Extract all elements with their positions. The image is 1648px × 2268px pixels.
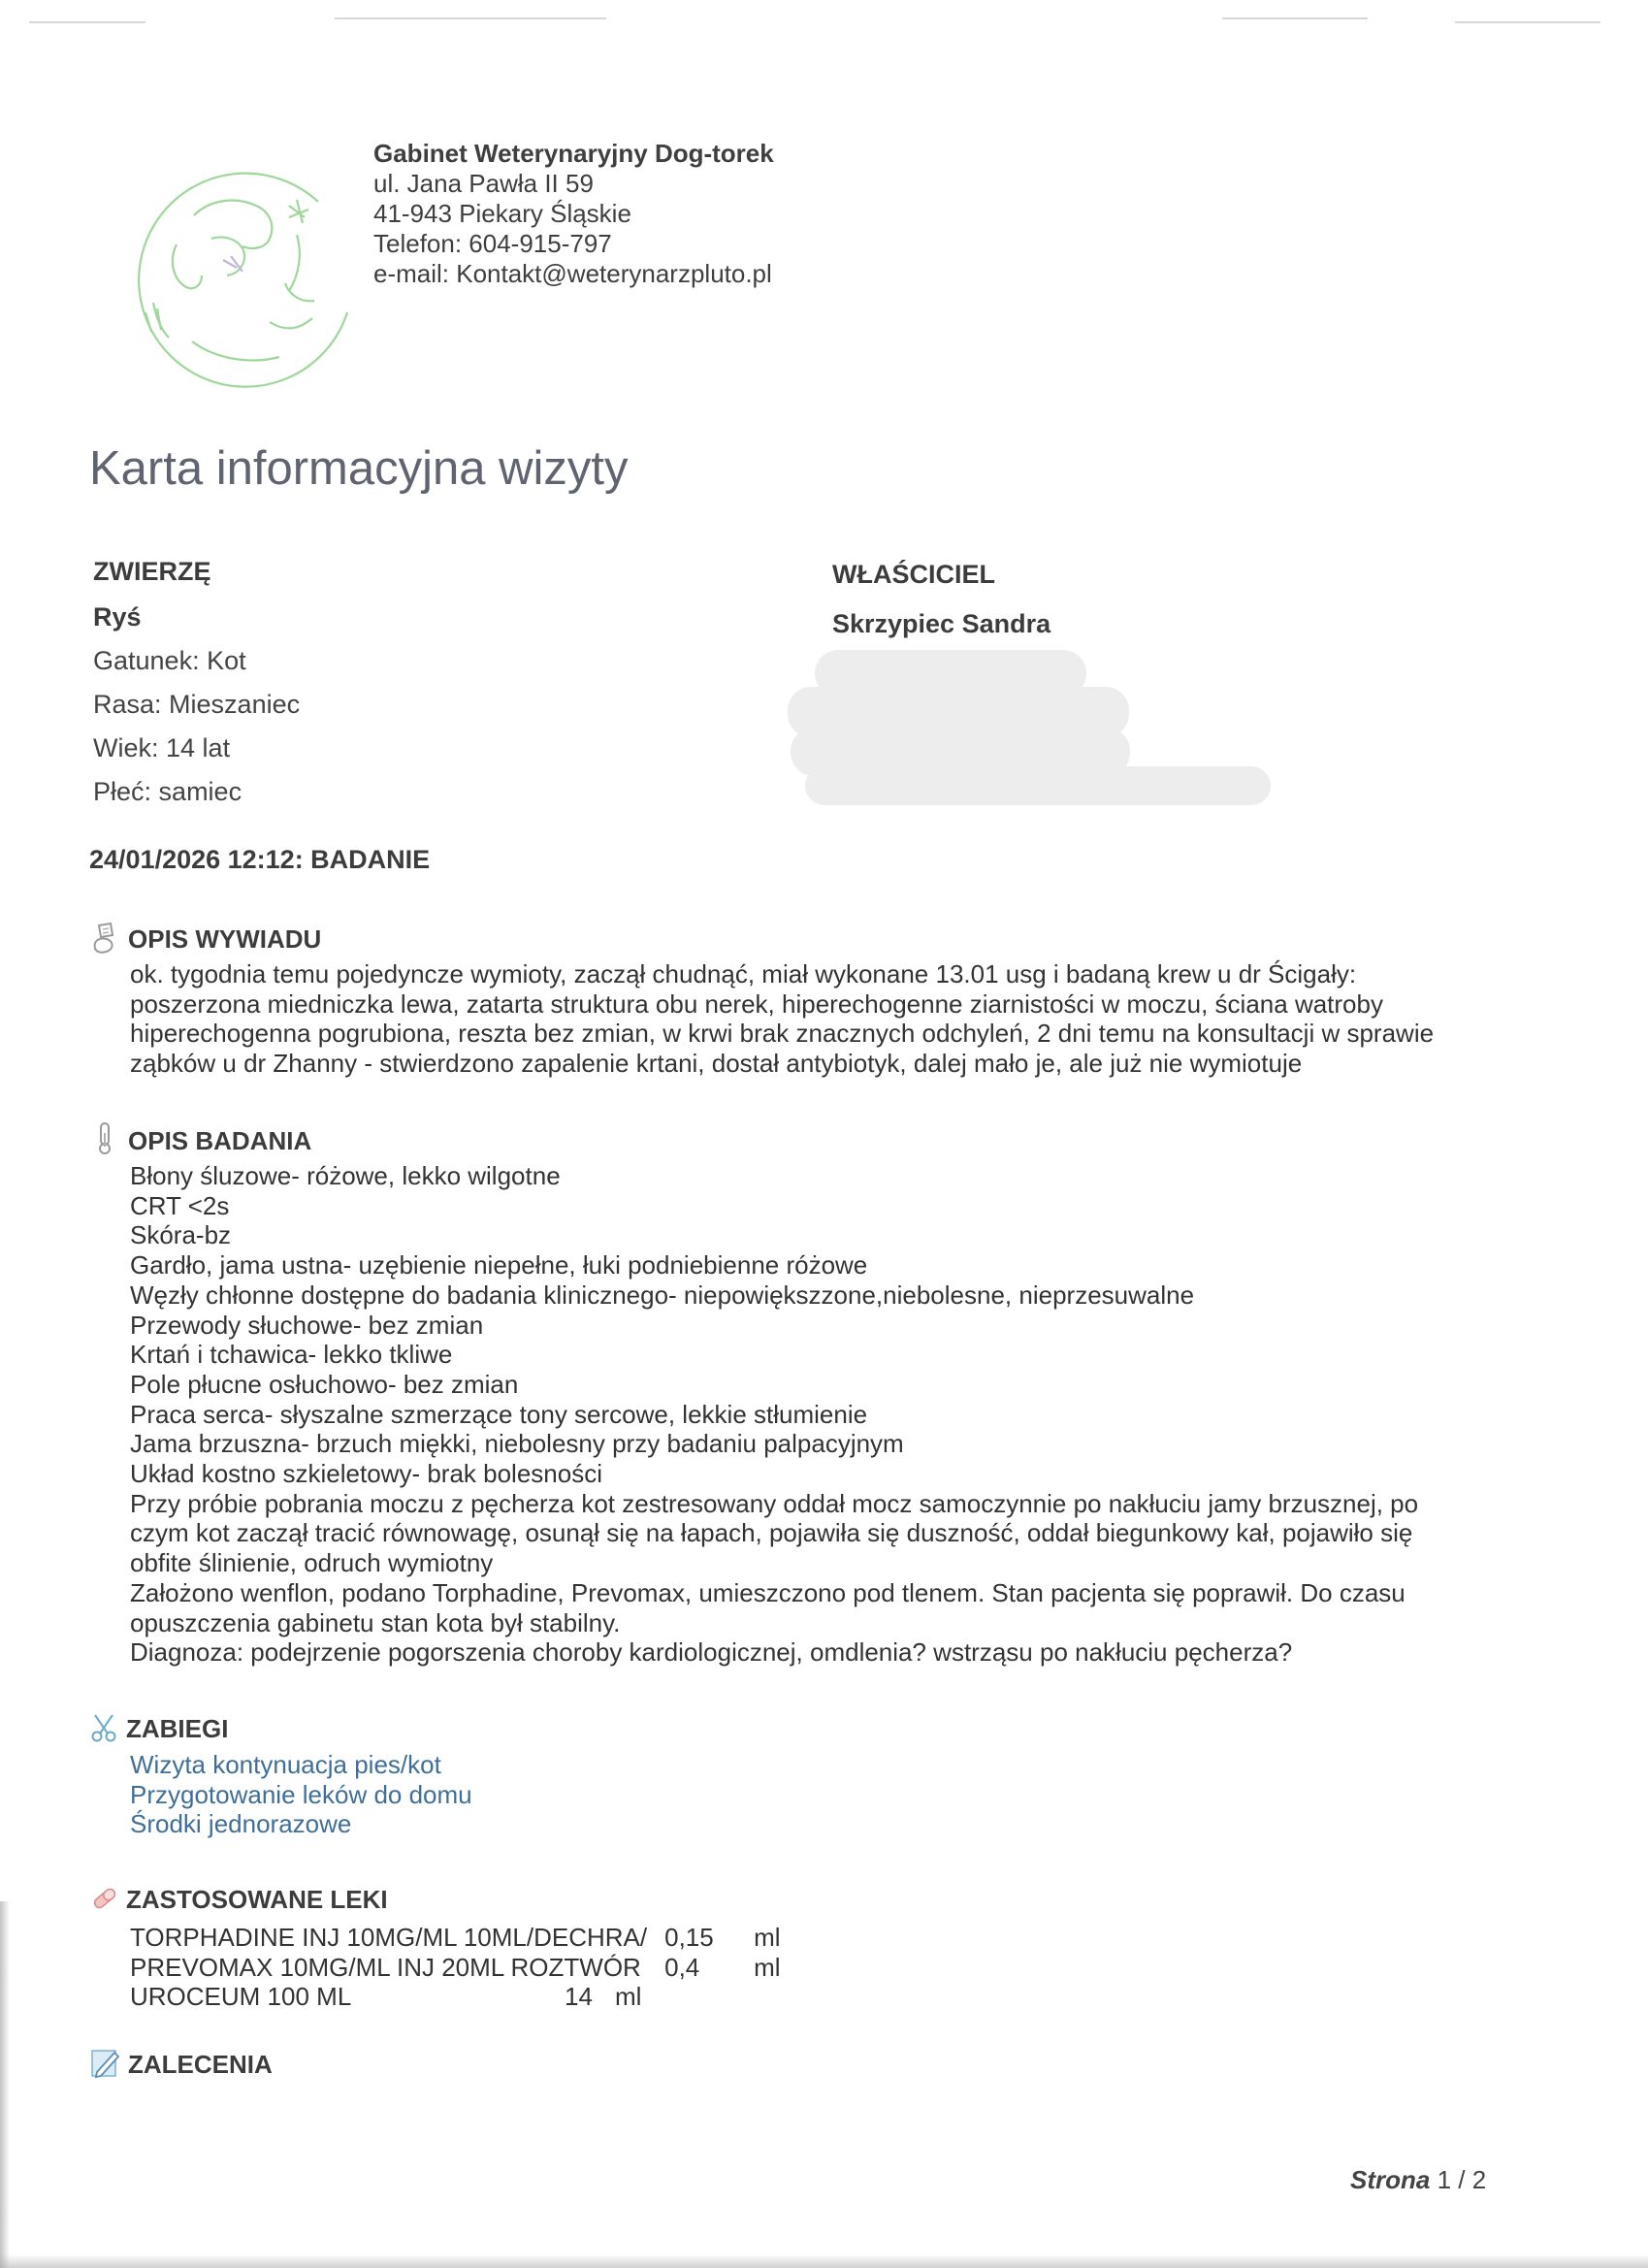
- medications-table: [130, 1923, 798, 1982]
- clinic-email: e-mail: Kontakt@weterynarzpluto.pl: [373, 259, 772, 288]
- scan-artifact: [0, 1901, 10, 2268]
- exam-line: Założono wenflon, podano Torphadine, Prevomax, umieszczono pod tlenem. Stan pacjenta się poprawił. Do czasu: [130, 1577, 1406, 1607]
- medication-qty: 0,15: [664, 1923, 714, 1952]
- exam-body: [130, 1161, 1418, 1668]
- recommendations-title: ZALECENIA: [128, 2050, 273, 2079]
- animal-label: ZWIERZĘ: [93, 557, 211, 586]
- interview-body: [130, 959, 1434, 1079]
- scan-artifact: [1222, 17, 1368, 19]
- interview-line: hiperechogenna pogrubiona, reszta bez zmian, w krwi brak znacznych odchyleń, 2 dni temu na konsultacji w sprawie: [130, 1019, 1435, 1049]
- exam-line: opuszczenia gabinetu stan kota był stabilny.: [130, 1607, 621, 1637]
- clinic-logo-icon: [134, 167, 359, 400]
- medication-qty: 0,4: [664, 1952, 700, 1982]
- exam-line: Skóra-bz: [130, 1220, 232, 1250]
- animal-name: Ryś: [93, 602, 142, 632]
- exam-line: czym kot zaczął tracić równowagę, osunął się na łapach, pojawiła się duszność, oddał biegunkowy kał, pojawiło się: [130, 1518, 1413, 1548]
- exam-line: obfite ślinienie, odruch wymiotny: [130, 1548, 494, 1578]
- exam-line: Praca serca- słyszalne szmerzące tony sercowe, lekkie stłumienie: [130, 1399, 868, 1429]
- medications-title: ZASTOSOWANE LEKI: [126, 1885, 388, 1914]
- medication-row: [130, 1982, 798, 2012]
- interview-line: ząbków u dr Zhanny - stwierdzono zapalenie krtani, dostał antybiotyk, dalej mało je, ale już nie wymiotuje: [130, 1049, 1303, 1079]
- clinic-phone: Telefon: 604-915-797: [373, 229, 612, 258]
- page-number: [1350, 2165, 1486, 2195]
- detail-value: 14 lat: [166, 733, 231, 762]
- medication-row: [130, 1923, 798, 1953]
- clinic-name: Gabinet Weterynaryjny Dog-torek: [373, 139, 774, 168]
- scan-artifact: [335, 17, 606, 19]
- notes-icon: [89, 920, 122, 955]
- medication-name: TORPHADINE INJ 10MG/ML 10ML/DECHRA/: [130, 1923, 648, 1952]
- medication-unit: ml: [615, 1982, 642, 2011]
- recommendations-header: [89, 2045, 273, 2080]
- document-title: Karta informacyjna wizyty: [89, 442, 629, 495]
- exam-line: Diagnoza: podejrzenie pogorszenia choroby kardiologicznej, omdlenia? wstrząsu po nakłuciu pęcherza?: [130, 1637, 1293, 1668]
- detail-label: Gatunek :: [93, 646, 207, 675]
- page-word: Strona: [1350, 2165, 1431, 2194]
- exam-line: Węzły chłonne dostępne do badania klinicznego- niepowiększzone,niebolesne, nieprzesuwalne: [130, 1280, 1195, 1310]
- animal-sex: [93, 777, 300, 807]
- page-total: / 2: [1458, 2165, 1487, 2194]
- procedure-link[interactable]: Środki jednorazowe: [130, 1809, 352, 1839]
- exam-line: Jama brzuszna- brzuch miękki, niebolesny przy badaniu palpacyjnym: [130, 1429, 904, 1459]
- procedures-section: [89, 1709, 472, 1839]
- interview-section: [89, 920, 1434, 1079]
- exam-line: Układ kostno szkieletowy- brak bolesności: [130, 1459, 602, 1489]
- medication-qty: 14: [565, 1982, 593, 2011]
- medication-name: PREVOMAX 10MG/ML INJ 20ML ROZTWÓR: [130, 1952, 641, 1982]
- detail-label: Rasa :: [93, 690, 169, 719]
- animal-species: [93, 646, 300, 676]
- interview-header: [89, 920, 1434, 955]
- medication-unit: ml: [754, 1923, 781, 1952]
- exam-line: Pole płucne osłuchowo- bez zmian: [130, 1369, 519, 1399]
- exam-line: Przewody słuchowe- bez zmian: [130, 1310, 484, 1340]
- medications-section: [89, 1880, 798, 2012]
- clinic-street: ul. Jana Pawła II 59: [373, 169, 594, 198]
- animal-age: [93, 733, 300, 763]
- detail-value: samiec: [158, 777, 242, 806]
- detail-value: Kot: [207, 646, 246, 675]
- exam-line: Krtań i tchawica- lekko tkliwe: [130, 1340, 453, 1370]
- procedures-title: ZABIEGI: [126, 1714, 229, 1743]
- exam-title: OPIS BADANIA: [128, 1126, 312, 1155]
- interview-line: poszerzona miedniczka lewa, zatarta struktura obu nerek, hiperechogenne ziarnistości w moczu, ściana watroby: [130, 988, 1383, 1019]
- animal-section: [93, 557, 300, 821]
- scissors-icon: [89, 1711, 120, 1744]
- procedures-header: [89, 1709, 472, 1744]
- exam-section: [89, 1121, 1418, 1668]
- redacted-area: [805, 766, 1271, 805]
- procedure-link[interactable]: Przygotowanie leków do domu: [130, 1779, 472, 1809]
- visit-header: 24/01/2026 12:12: BADANIE: [89, 845, 431, 874]
- procedure-link[interactable]: Wizyta kontynuacja pies/kot: [130, 1750, 441, 1779]
- medication-name: UROCEUM 100 ML: [130, 1982, 352, 2011]
- medication-row: [130, 1953, 798, 1983]
- scan-artifact: [29, 21, 145, 23]
- pill-icon: [89, 1882, 120, 1915]
- recommendations-section: [89, 2045, 273, 2080]
- exam-line: CRT <2s: [130, 1190, 230, 1220]
- detail-value: Mieszaniec: [169, 690, 301, 719]
- page-current: 1: [1437, 2165, 1452, 2194]
- exam-header: [89, 1121, 1418, 1156]
- medication-unit: ml: [754, 1952, 781, 1982]
- owner-section: [832, 560, 1050, 639]
- clinic-info: [373, 139, 774, 289]
- owner-label: WŁAŚCICIEL: [832, 560, 995, 589]
- exam-line: Błony śluzowe- różowe, lekko wilgotne: [130, 1161, 561, 1190]
- thermometer-icon: [89, 1121, 122, 1156]
- pencil-icon: [89, 2045, 122, 2080]
- interview-title: OPIS WYWIADU: [128, 924, 322, 954]
- scan-artifact: [1455, 21, 1600, 23]
- exam-line: Przy próbie pobrania moczu z pęcherza kot zestresowany oddał mocz samoczynnie po nakłuciu jamy brzusznej, po: [130, 1488, 1419, 1518]
- exam-line: Gardło, jama ustna- uzębienie niepełne, łuki podniebienne różowe: [130, 1250, 868, 1280]
- detail-label: Płeć :: [93, 777, 159, 806]
- detail-label: Wiek :: [93, 733, 166, 762]
- medications-header: [89, 1880, 798, 1915]
- procedures-list: [130, 1750, 472, 1839]
- interview-line: ok. tygodnia temu pojedyncze wymioty, zaczął chudnąć, miał wykonane 13.01 usg i badaną krew u dr Ścigały:: [130, 959, 1357, 988]
- animal-breed: [93, 690, 300, 720]
- clinic-city: 41-943 Piekary Śląskie: [373, 199, 631, 228]
- scan-artifact: [0, 2254, 1648, 2268]
- owner-name: Skrzypiec Sandra: [832, 609, 1051, 638]
